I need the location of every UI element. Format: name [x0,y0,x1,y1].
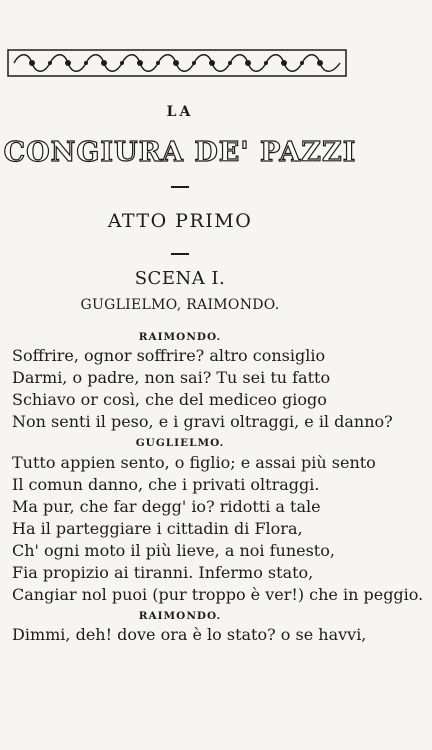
verse-line: Cangiar nol puoi (pur troppo è ver!) che in peggio. [12,585,424,604]
verse-line: Dimmi, deh! dove ora è lo stato? o se havvi, [12,625,367,644]
act-rule [171,253,189,255]
scene-characters: GUGLIELMO, RAIMONDO. [80,297,280,313]
speaker-name: RAIMONDO. [138,331,222,343]
speaker-name: GUGLIELMO. [135,437,225,449]
play-title: CONGIURA DE' PAZZI [3,137,357,168]
scene-heading: SCENA I. [134,268,226,289]
verse-line: Ha il parteggiare i cittadin di Flora, [12,519,303,538]
act-heading: ATTO PRIMO [107,210,253,232]
ornamental-header-band [6,48,348,78]
verse-line: Il comun danno, che i privati oltraggi. [12,475,320,494]
verse-line: Ma pur, che far degg' io? ridotti a tale [12,497,321,516]
verse-line: Darmi, o padre, non sai? Tu sei tu fatto [12,368,331,387]
speaker-name: RAIMONDO. [138,610,222,622]
verse-line: Ch' ogni moto il più lieve, a noi funesto, [12,541,335,560]
verse-line: Tutto appien sento, o figlio; e assai più sento [12,453,376,472]
verse-line: Fia propizio ai tiranni. Infermo stato, [12,563,314,582]
title-rule [171,186,189,188]
verse-line: Soffrire, ognor soffrire? altro consiglio [12,346,326,365]
title-prefix: LA [166,104,194,120]
verse-line: Schiavo or così, che del mediceo giogo [12,390,327,409]
verse-line: Non senti il peso, e i gravi oltraggi, e il danno? [12,412,393,431]
